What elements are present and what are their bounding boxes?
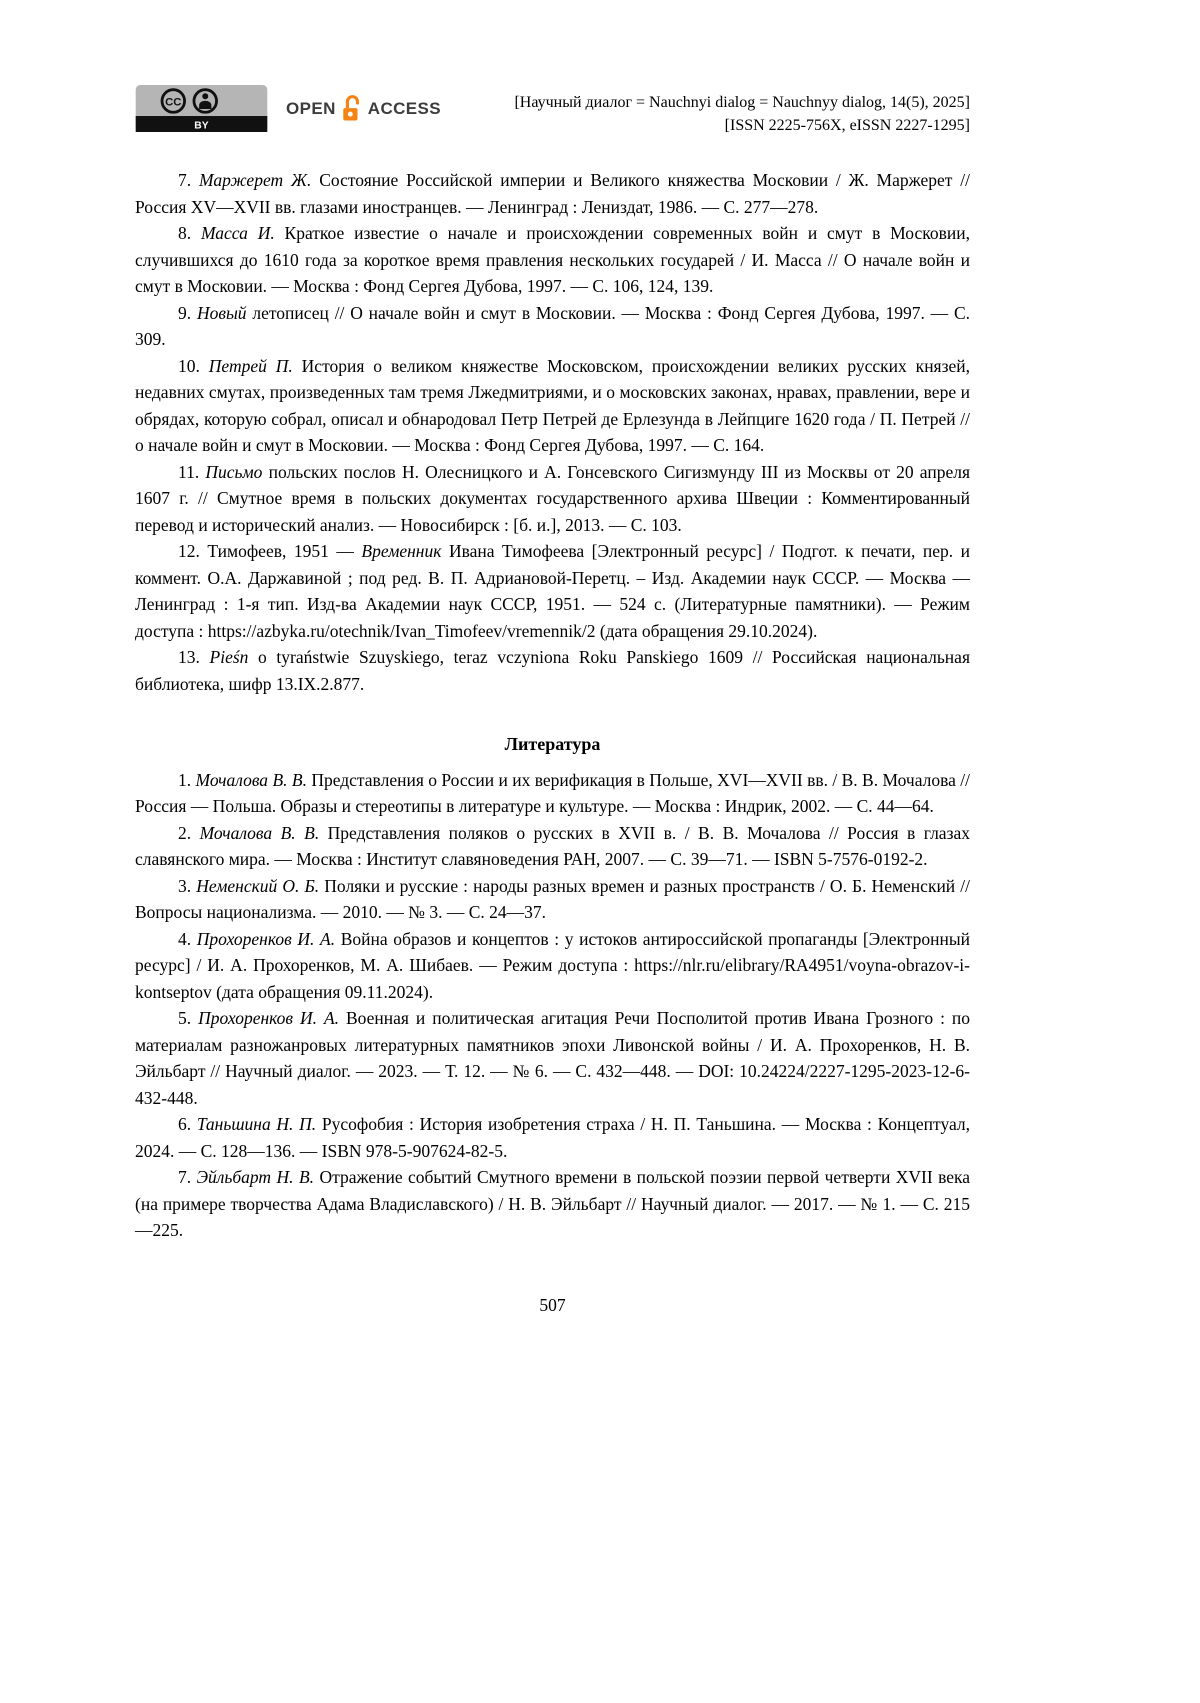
reference-author-italic: Масса И. xyxy=(200,223,275,243)
open-access-word-open: OPEN xyxy=(286,98,336,118)
sources-reference-list xyxy=(135,167,970,697)
reference-item xyxy=(135,873,970,926)
reference-author-italic: Мочалова В. В. xyxy=(195,769,307,790)
reference-text: 10. xyxy=(178,355,209,376)
cc-by-badge-icon xyxy=(135,85,268,132)
literature-reference-list xyxy=(135,767,970,1244)
literature-heading: Литература xyxy=(504,734,601,754)
cc-by-license-badge xyxy=(135,85,268,132)
reference-text: 5. xyxy=(178,1008,199,1028)
license-badges xyxy=(135,85,441,132)
reference-text: 2. xyxy=(178,822,200,843)
reference-author-italic: Новый xyxy=(196,302,247,323)
reference-text: 3. xyxy=(178,875,197,896)
reference-text: История о великом княжестве Московском, происхождении великих русских князей, недавних смутах, произведенных там тремя Лжедмитриями, и о московских законах, нравах, правлении, вере и обрядах, которую собрал, описал и обнародовал Петр Петрей де Ерлезунда в Лейпциге 1620 года / П. Петрей // о начале войн и смут в Московии. — Москва : Фонд Сергея Дубова, 1997. — С. 164. xyxy=(135,355,971,455)
reference-item xyxy=(135,644,970,697)
reference-author-italic: Мочалова В. В. xyxy=(199,822,320,843)
reference-author-italic: Петрей П. xyxy=(208,355,293,376)
reference-author-italic: Pieśn xyxy=(209,647,249,667)
reference-item xyxy=(135,1005,970,1111)
reference-text: 7. xyxy=(178,170,199,190)
reference-text: 1. xyxy=(178,769,196,790)
reference-text: Военная и политическая агитация Речи Посполитой против Ивана Грозного : по материалам разножанровых литературных памятников эпохи Ливонской войны / И. А. Прохоренков, Н. В. Эйльбарт // Научный диалог. — 2023. — Т. 12. — № 6. — С. 432—448. — DOI: 10.24224/2227-1295-2023-12-6-432-448. xyxy=(135,1008,971,1108)
reference-text: Представления о России и их верификация в Польше, XVI—XVII вв. / В. В. Мочалова // Россия — Польша. Образы и стереотипы в литературе и культуре. — Москва : Индрик, 2002. — С. 44—64. xyxy=(135,769,970,816)
reference-item xyxy=(135,820,970,873)
reference-author-italic: Временник xyxy=(361,541,442,561)
reference-text: 8. xyxy=(178,223,201,243)
reference-text: летописец // О начале войн и смут в Московии. — Москва : Фонд Сергея Дубова, 1997. — С. 309. xyxy=(135,302,971,349)
page-number: 507 xyxy=(539,1294,566,1315)
reference-text: Ивана Тимофеева [Электронный ресурс] / Подгот. к печати, пер. и коммент. О.А. Даржавиной ; под ред. В. П. Адриановой-Перетц. – Изд. Академии наук СССР. — Москва — Ленинград : 1-я тип. Изд-ва Академии наук СССР, 1951. — 524 с. (Литературные памятники). — Режим доступа : https://azbyka.ru/otechnik/Ivan_Timofeev/vremennik/2 (дата обращения 29.10.2024). xyxy=(135,541,970,641)
reference-author-italic: Письмо xyxy=(205,461,263,482)
reference-item xyxy=(135,167,970,220)
open-access-word-access: ACCESS xyxy=(367,98,442,118)
reference-text: 7. xyxy=(178,1167,197,1187)
reference-text: 13. xyxy=(178,647,210,667)
open-lock-icon xyxy=(341,94,363,124)
reference-text: Состояние Российской империи и Великого княжества Московии / Ж. Маржерет // Россия XV—XVII вв. глазами иностранцев. — Ленинград : Лениздат, 1986. — С. 277—278. xyxy=(135,170,971,217)
reference-author-italic: Неменский О. Б. xyxy=(196,875,320,896)
reference-author-italic: Прохоренков И. А. xyxy=(196,928,336,949)
reference-item xyxy=(135,353,970,459)
reference-text: o tyraństwie Szuyskiego, teraz vczyniona Roku Panskiego 1609 // Российская национальная библиотека, шифр 13.IX.2.877. xyxy=(135,647,970,694)
open-access-logo xyxy=(286,94,441,124)
cc-icon-letters: CC xyxy=(165,96,182,109)
journal-citation xyxy=(514,85,970,137)
reference-text: 9. xyxy=(178,302,197,323)
reference-item xyxy=(135,538,970,644)
reference-text: Отражение событий Смутного времени в польской поэзии первой четверти XVII века (на примере творчества Адама Владиславского) / Н. В. Эйльбарт // Научный диалог. — 2017. — № 1. — С. 215—225. xyxy=(135,1167,971,1240)
reference-text: 6. xyxy=(178,1114,197,1134)
reference-text: Представления поляков о русских в XVII в. / В. В. Мочалова // Россия в глазах славянского мира. — Москва : Институт славяноведения РАН, 2007. — С. 39—71. — ISBN 5-7576-0192-2. xyxy=(135,822,970,869)
reference-text: Русофобия : История изобретения страха / Н. П. Таньшина. — Москва : Концептуал, 2024. — С. 128—136. — ISBN 978-5-907624-82-5. xyxy=(135,1114,970,1161)
reference-item xyxy=(135,300,970,353)
reference-author-italic: Маржерет Ж. xyxy=(198,170,312,190)
reference-text: Краткое известие о начале и происхождении современных войн и смут в Московии, случившихся до 1610 года за короткое время правления нескольких государей / И. Масса // О начале войн и смут в Московии. — Москва : Фонд Сергея Дубова, 1997. — С. 106, 124, 139. xyxy=(135,223,970,296)
reference-author-italic: Эйльбарт Н. В. xyxy=(196,1167,315,1187)
reference-text: польских послов Н. Олесницкого и А. Гонсевского Сигизмунду III из Москвы от 20 апреля 1607 г. // Смутное время в польских документах государственного архива Швеции : Комментированный перевод и исторический анализ. — Новосибирск : [б. и.], 2013. — С. 103. xyxy=(135,461,970,535)
reference-text: Поляки и русские : народы разных времен и разных пространств / О. Б. Неменский // Вопросы национализма. — 2010. — № 3. — С. 24—37. xyxy=(135,875,970,922)
journal-title-line: [Научный диалог = Nauchnyi dialog = Nauchnyy dialog, 14(5), 2025] xyxy=(514,94,970,111)
reference-text: Война образов и концептов : у истоков антироссийской пропаганды [Электронный ресурс] / И. А. Прохоренков, М. А. Шибаев. — Режим доступа : https://nlr.ru/elibrary/RA4951/voyna-obrazov-i-kontseptov (дата обращения 09.11.2024). xyxy=(135,928,970,1002)
reference-text: 4. xyxy=(178,928,197,949)
reference-text: 11. xyxy=(178,461,206,482)
reference-author-italic: Таньшина Н. П. xyxy=(196,1114,317,1134)
reference-author-italic: Прохоренков И. А. xyxy=(198,1008,340,1028)
reference-item xyxy=(135,1111,970,1164)
journal-issn-line: [ISSN 2225-756X, eISSN 2227-1295] xyxy=(724,117,970,134)
reference-item xyxy=(135,767,970,820)
article-body xyxy=(135,167,970,1318)
reference-item xyxy=(135,220,970,300)
page-header xyxy=(135,85,970,137)
reference-text: 12. Тимофеев, 1951 — xyxy=(178,541,362,561)
cc-by-label: BY xyxy=(194,120,209,132)
reference-item xyxy=(135,926,970,1006)
reference-item xyxy=(135,1164,970,1244)
reference-item xyxy=(135,459,970,539)
